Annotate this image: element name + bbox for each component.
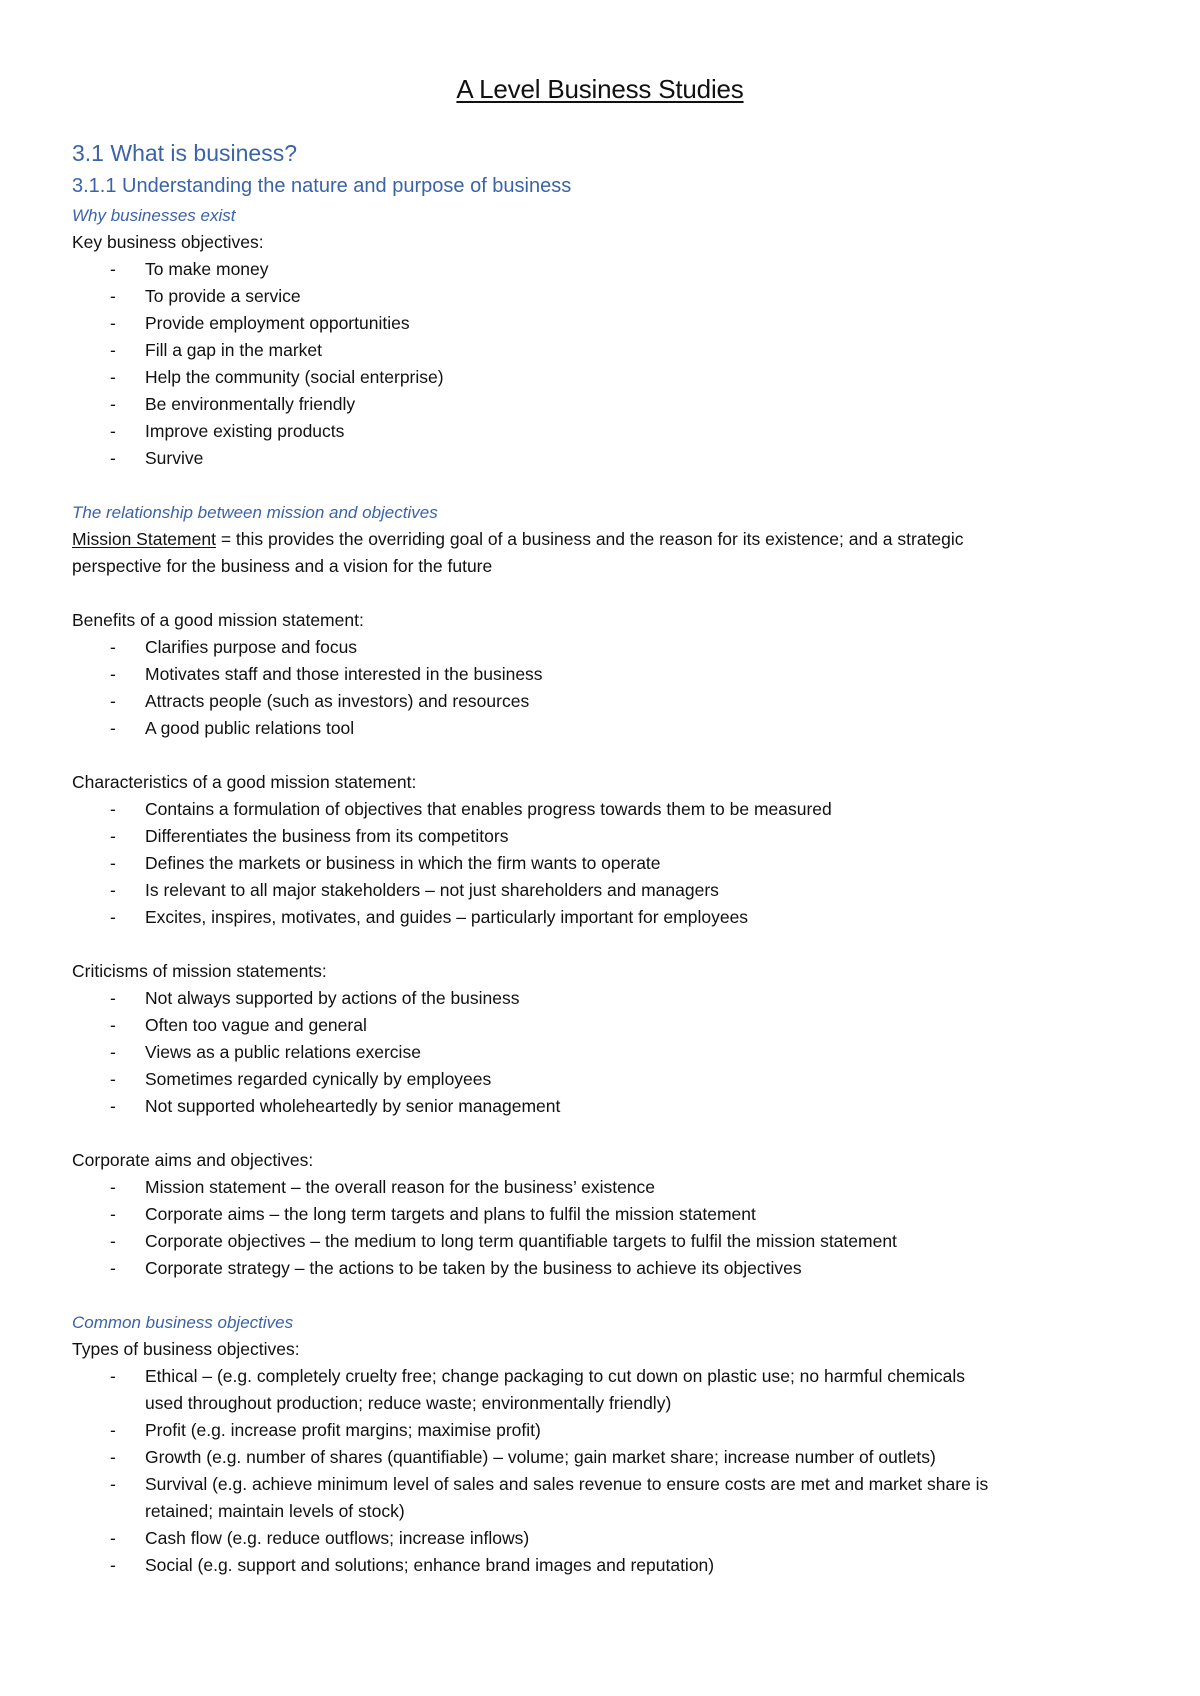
document-body bbox=[72, 136, 1132, 1579]
list-marker: - bbox=[110, 1096, 116, 1116]
list-marker: - bbox=[110, 1204, 116, 1224]
list-item-text: Be environmentally friendly bbox=[145, 394, 356, 414]
list-item bbox=[72, 796, 1132, 823]
list-item-text: Cash flow (e.g. reduce outflows; increase inflows) bbox=[145, 1528, 530, 1548]
why-exist-list bbox=[72, 256, 1132, 472]
criticisms-intro: Criticisms of mission statements: bbox=[72, 961, 327, 981]
list-item bbox=[72, 1012, 1132, 1039]
list-marker: - bbox=[110, 880, 116, 900]
list-marker: - bbox=[110, 691, 116, 711]
list-item-text: Provide employment opportunities bbox=[145, 313, 410, 333]
list-item bbox=[72, 661, 1132, 688]
list-item bbox=[72, 1174, 1132, 1201]
common-objectives-list bbox=[72, 1363, 1132, 1579]
list-item bbox=[72, 445, 1132, 472]
list-item-text: Profit (e.g. increase profit margins; maximise profit) bbox=[145, 1420, 541, 1440]
list-item-text: Improve existing products bbox=[145, 421, 345, 441]
criticisms-list bbox=[72, 985, 1132, 1120]
list-item-text-continued: used throughout production; reduce waste; environmentally friendly) bbox=[145, 1393, 672, 1413]
list-item-text: To provide a service bbox=[145, 286, 301, 306]
list-marker: - bbox=[110, 1528, 116, 1548]
list-item bbox=[72, 1039, 1132, 1066]
list-item-text: Attracts people (such as investors) and resources bbox=[145, 691, 530, 711]
list-item-text: Not supported wholeheartedly by senior management bbox=[145, 1096, 561, 1116]
list-marker: - bbox=[110, 718, 116, 738]
definition-text: = this provides the overriding goal of a business and the reason for its existence; and a strategic bbox=[215, 529, 964, 549]
list-item-text: Contains a formulation of objectives that enables progress towards them to be measured bbox=[145, 799, 832, 819]
list-item-text: Excites, inspires, motivates, and guides – particularly important for employees bbox=[145, 907, 749, 927]
list-item-text: Corporate objectives – the medium to long term quantifiable targets to fulfil the mission statement bbox=[145, 1231, 897, 1251]
list-item-text: Help the community (social enterprise) bbox=[145, 367, 444, 387]
list-marker: - bbox=[110, 367, 116, 387]
list-item-text-continued: retained; maintain levels of stock) bbox=[145, 1501, 405, 1521]
characteristics-list bbox=[72, 796, 1132, 931]
list-marker: - bbox=[110, 421, 116, 441]
spacer bbox=[72, 472, 1132, 499]
why-exist-heading: Why businesses exist bbox=[72, 206, 236, 225]
corporate-intro: Corporate aims and objectives: bbox=[72, 1150, 314, 1170]
list-item-text: Not always supported by actions of the business bbox=[145, 988, 520, 1008]
list-item bbox=[72, 337, 1132, 364]
list-marker: - bbox=[110, 1474, 116, 1494]
list-item-text: Views as a public relations exercise bbox=[145, 1042, 421, 1062]
list-marker: - bbox=[110, 286, 116, 306]
list-item-text: Is relevant to all major stakeholders – not just shareholders and managers bbox=[145, 880, 719, 900]
mission-definition bbox=[72, 526, 1132, 553]
list-item bbox=[72, 364, 1132, 391]
spacer bbox=[72, 1282, 1132, 1309]
benefits-list bbox=[72, 634, 1132, 742]
list-item-text: Sometimes regarded cynically by employees bbox=[145, 1069, 492, 1089]
list-item-text: Often too vague and general bbox=[145, 1015, 367, 1035]
list-marker: - bbox=[110, 826, 116, 846]
list-item-text: Differentiates the business from its competitors bbox=[145, 826, 509, 846]
list-item-text: Ethical – (e.g. completely cruelty free; change packaging to cut down on plastic use; no harmful chemicals bbox=[145, 1366, 966, 1386]
list-item-text: Defines the markets or business in which the firm wants to operate bbox=[145, 853, 661, 873]
list-item-text: Fill a gap in the market bbox=[145, 340, 323, 360]
list-item bbox=[72, 310, 1132, 337]
list-item bbox=[72, 985, 1132, 1012]
spacer bbox=[72, 742, 1132, 769]
list-item bbox=[72, 1444, 1132, 1471]
list-item-text: Social (e.g. support and solutions; enhance brand images and reputation) bbox=[145, 1555, 715, 1575]
list-marker: - bbox=[110, 313, 116, 333]
list-marker: - bbox=[110, 1042, 116, 1062]
list-item-text: Growth (e.g. number of shares (quantifiable) – volume; gain market share; increase number of outlets) bbox=[145, 1447, 936, 1467]
list-item bbox=[72, 283, 1132, 310]
list-item-text: Clarifies purpose and focus bbox=[145, 637, 358, 657]
mission-heading: The relationship between mission and objectives bbox=[72, 503, 438, 522]
subsection-heading: 3.1.1 Understanding the nature and purpose of business bbox=[72, 175, 572, 197]
list-marker: - bbox=[110, 1177, 116, 1197]
document-title: A Level Business Studies bbox=[456, 74, 744, 104]
list-item bbox=[72, 1228, 1132, 1255]
spacer bbox=[72, 1120, 1132, 1147]
list-marker: - bbox=[110, 448, 116, 468]
list-marker: - bbox=[110, 799, 116, 819]
list-item bbox=[72, 1417, 1132, 1444]
list-item bbox=[72, 823, 1132, 850]
spacer bbox=[72, 931, 1132, 958]
list-marker: - bbox=[110, 853, 116, 873]
list-item bbox=[72, 634, 1132, 661]
list-marker: - bbox=[110, 1015, 116, 1035]
list-item bbox=[72, 1525, 1132, 1552]
list-item bbox=[72, 391, 1132, 418]
list-item-text: A good public relations tool bbox=[145, 718, 355, 738]
list-item-text: Corporate aims – the long term targets and plans to fulfil the mission statement bbox=[145, 1204, 756, 1224]
characteristics-intro: Characteristics of a good mission statement: bbox=[72, 772, 417, 792]
list-item bbox=[72, 877, 1132, 904]
list-item bbox=[72, 1255, 1132, 1282]
list-marker: - bbox=[110, 1447, 116, 1467]
list-marker: - bbox=[110, 1069, 116, 1089]
list-item bbox=[72, 715, 1132, 742]
benefits-intro: Benefits of a good mission statement: bbox=[72, 610, 364, 630]
list-item bbox=[72, 1093, 1132, 1120]
list-item-text: Survive bbox=[145, 448, 204, 468]
list-marker: - bbox=[110, 907, 116, 927]
definition-term: Mission Statement bbox=[72, 529, 216, 549]
list-marker: - bbox=[110, 664, 116, 684]
list-marker: - bbox=[110, 1366, 116, 1386]
list-marker: - bbox=[110, 637, 116, 657]
list-item-text: To make money bbox=[145, 259, 269, 279]
list-item bbox=[72, 904, 1132, 931]
list-item-text: Motivates staff and those interested in the business bbox=[145, 664, 543, 684]
list-marker: - bbox=[110, 1555, 116, 1575]
list-item bbox=[72, 256, 1132, 283]
list-marker: - bbox=[110, 259, 116, 279]
list-item bbox=[72, 688, 1132, 715]
list-item bbox=[72, 1066, 1132, 1093]
list-item bbox=[72, 1201, 1132, 1228]
list-marker: - bbox=[110, 340, 116, 360]
list-item bbox=[72, 1471, 1132, 1525]
list-marker: - bbox=[110, 988, 116, 1008]
corporate-list bbox=[72, 1174, 1132, 1282]
section-heading: 3.1 What is business? bbox=[72, 140, 298, 166]
list-item bbox=[72, 850, 1132, 877]
list-marker: - bbox=[110, 394, 116, 414]
list-item-text: Survival (e.g. achieve minimum level of sales and sales revenue to ensure costs are met and market share is bbox=[145, 1474, 989, 1494]
mission-definition-continued: perspective for the business and a vision for the future bbox=[72, 556, 493, 576]
common-objectives-intro: Types of business objectives: bbox=[72, 1339, 300, 1359]
common-objectives-heading: Common business objectives bbox=[72, 1313, 294, 1332]
why-exist-intro: Key business objectives: bbox=[72, 232, 264, 252]
list-item bbox=[72, 1552, 1132, 1579]
list-marker: - bbox=[110, 1231, 116, 1251]
list-item-text: Mission statement – the overall reason for the business’ existence bbox=[145, 1177, 656, 1197]
list-item-text: Corporate strategy – the actions to be taken by the business to achieve its objectives bbox=[145, 1258, 802, 1278]
list-item bbox=[72, 1363, 1132, 1417]
spacer bbox=[72, 580, 1132, 607]
list-item bbox=[72, 418, 1132, 445]
list-marker: - bbox=[110, 1258, 116, 1278]
list-marker: - bbox=[110, 1420, 116, 1440]
